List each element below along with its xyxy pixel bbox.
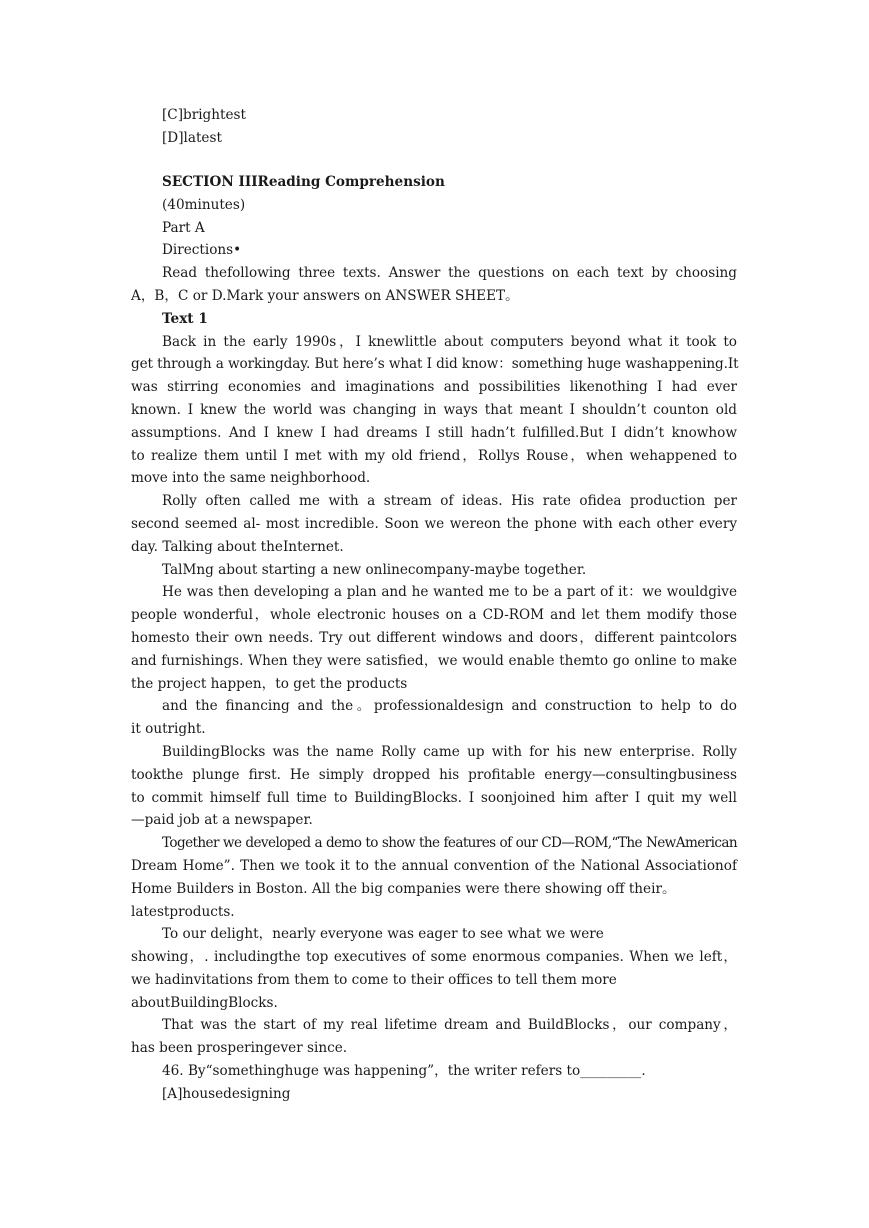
option-a: [A]housedesigning	[162, 1085, 291, 1102]
paragraph-line: BuildingBlocks was the name Rolly came up with for his new enterprise. Rolly	[162, 743, 737, 760]
time-note: (40minutes)	[162, 196, 246, 213]
paragraph-line: Back in the early 1990s，I knewlittle about computers beyond what it took to	[162, 333, 737, 350]
paragraph-line: tookthe plunge first. He simply dropped his profitable energy—consultingbusiness	[131, 766, 737, 783]
paragraph-line: known. I knew the world was changing in ways that meant I shouldn’t counton old	[131, 401, 737, 418]
paragraph-line: That was the start of my real lifetime dream and BuildBlocks，our company，	[162, 1017, 737, 1034]
paragraph-line: He was then developing a plan and he wanted me to be a part of it：we wouldgive	[162, 584, 737, 601]
paragraph-line: latestproducts.	[131, 903, 235, 920]
answer-options-top	[131, 104, 737, 150]
directions-line: Read thefollowing three texts. Answer the questions on each text by choosing	[162, 265, 737, 282]
paragraph-line: second seemed al- most incredible. Soon we wereon the phone with each other every	[131, 515, 737, 532]
paragraph-line: Together we developed a demo to show the features of our CD—ROM,“The NewAmerican	[162, 835, 737, 852]
paragraph-line: day. Talking about theInternet.	[131, 538, 344, 555]
paragraph-line: move into the same neighborhood.	[131, 470, 371, 487]
paragraph-line: to commit himself full time to BuildingBlocks. I soonjoined him after I quit my well	[131, 789, 737, 806]
paragraph-line: and the financing and the。professionaldesign and construction to help to do	[162, 698, 737, 715]
paragraph-line: was stirring economies and imaginations and possibilities likenothing I had ever	[131, 379, 737, 396]
paragraph-line: and furnishings. When they were satisfied，we would enable themto go online to make	[131, 652, 737, 669]
paragraph-line: Rolly often called me with a stream of ideas. His rate ofidea production per	[162, 493, 737, 510]
paragraph-line: to realize them until I met with my old friend，Rollys Rouse，when wehappened to	[131, 447, 737, 464]
paragraph-line: TalMng about starting a new onlinecompany-maybe together.	[162, 561, 587, 578]
directions-line: A，B，C or D.Mark your answers on ANSWER SHEET。	[131, 287, 519, 304]
option-d: [D]latest	[162, 129, 222, 146]
paragraph-line: assumptions. And I knew I had dreams I still hadn’t fulfilled.But I didn’t knowhow	[131, 424, 737, 441]
paragraph-line: —paid job at a newspaper.	[131, 812, 313, 829]
question-46: 46. By“somethinghuge was happening”，the writer refers to_________.	[162, 1063, 646, 1080]
paragraph-line: people wonderful，whole electronic houses on a CD-ROM and let them modify those	[131, 607, 737, 624]
paragraph-line: aboutBuildingBlocks.	[131, 994, 278, 1011]
paragraph-line: homesto their own needs. Try out different windows and doors，different paintcolors	[131, 629, 737, 646]
part-label: Part A	[162, 219, 205, 236]
option-c: [C]brightest	[162, 107, 246, 123]
paragraph-line: To our delight，nearly everyone was eager to see what we were	[162, 926, 604, 943]
paragraph-line: Home Builders in Boston. All the big companies were there showing off their。	[131, 880, 676, 897]
paragraph-line: get through a workingday. But here’s what I did know：something huge washappening.It	[131, 356, 739, 373]
paragraph-line: we hadinvitations from them to come to their offices to tell them more	[131, 971, 617, 988]
paragraph-line: Dream Home”. Then we took it to the annual convention of the National Associationof	[131, 857, 737, 874]
section-header	[131, 171, 737, 1106]
paragraph-line: showing，. includingthe top executives of some enormous companies. When we left，	[131, 949, 737, 966]
paragraph-line: has been prosperingever since.	[131, 1040, 348, 1057]
paragraph-line: it outright.	[131, 721, 206, 738]
paragraph-line: the project happen，to get the products	[131, 675, 408, 692]
text-heading: Text 1	[162, 310, 208, 327]
section-heading: SECTION IIIReading Comprehension	[162, 174, 445, 190]
directions-label: Directions•	[162, 242, 242, 259]
